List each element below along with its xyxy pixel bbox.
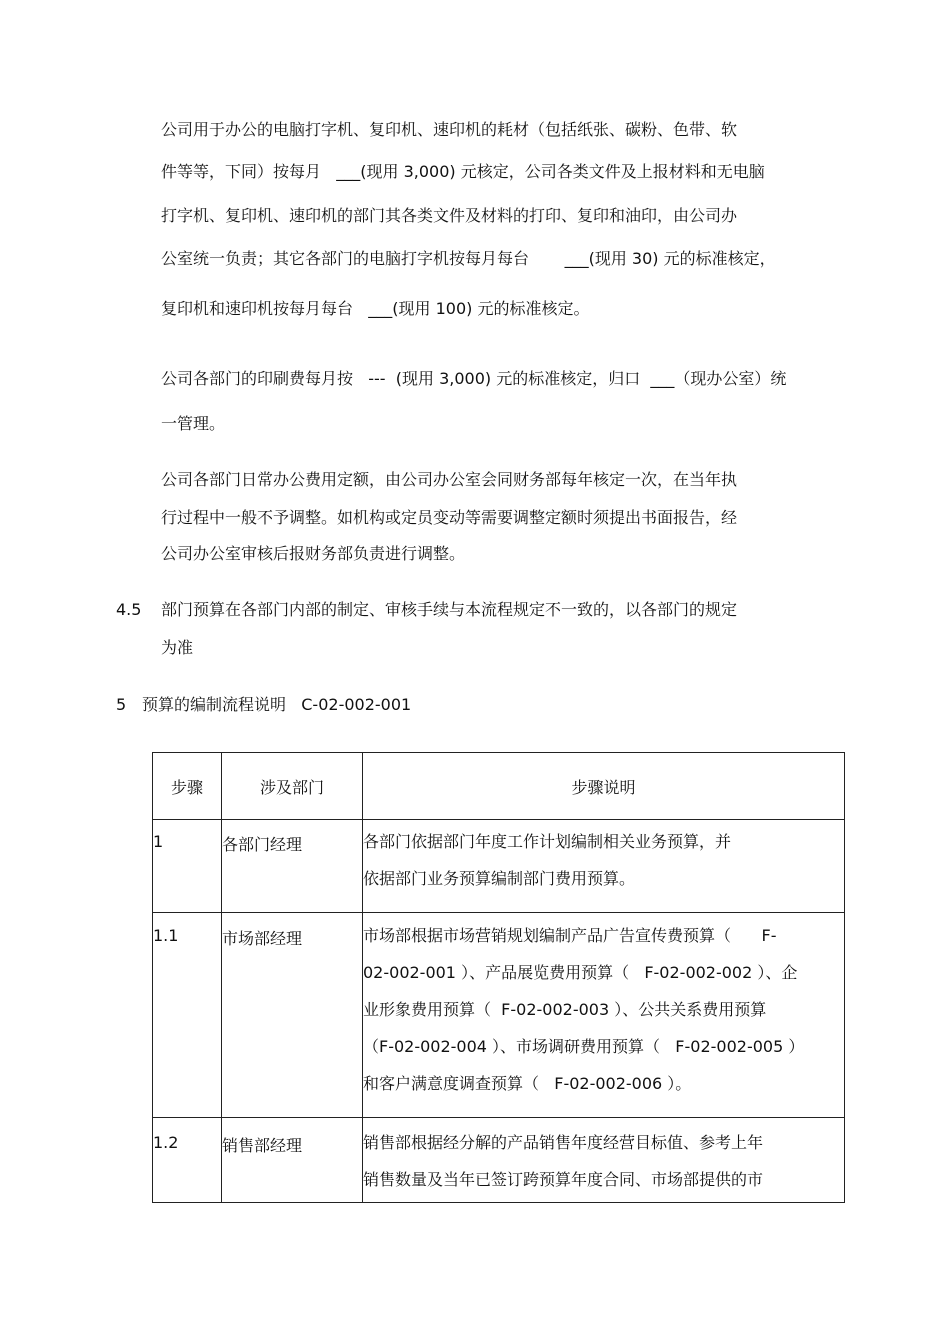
- step-number: 1: [153, 832, 164, 851]
- step-number: 1.1: [153, 926, 179, 945]
- text-line: 行过程中一般不予调整。如机构或定员变动等需要调整定额时须提出书面报告，经: [161, 508, 738, 527]
- text-line: 部门预算在各部门内部的制定、审核手续与本流程规定不一致的，以各部门的规定: [161, 600, 738, 619]
- description-line: 02-002-001 ）、产品展览费用预算（ F-02-002-002 ）、企: [363, 963, 798, 982]
- description-cell: [363, 1118, 845, 1203]
- description-line: 各部门依据部门年度工作计划编制相关业务预算，并: [363, 832, 732, 851]
- text-line: 公司用于办公的电脑打字机、复印机、速印机的耗材（包括纸张、碳粉、色带、软: [161, 120, 738, 139]
- description-line: 市场部根据市场营销规划编制产品广告宣传费预算（ F-: [363, 926, 777, 945]
- table-row: [153, 913, 845, 1118]
- text-line: 一管理。: [161, 414, 226, 433]
- header-description: 步骤说明: [363, 753, 845, 820]
- description-line: 依据部门业务预算编制部门费用预算。: [363, 869, 636, 888]
- table-row: [153, 1118, 845, 1203]
- step-number: 1.2: [153, 1133, 179, 1152]
- text-line: 件等等，下同）按每月 ___(现用 3,000) 元核定，公司各类文件及上报材料和无电脑: [161, 162, 765, 181]
- department-name: 销售部经理: [222, 1136, 303, 1155]
- table-row: [153, 820, 845, 913]
- table-header-row: [153, 753, 845, 820]
- clause-number: 4.5: [116, 600, 142, 619]
- department-cell: [222, 820, 363, 913]
- department-name: 各部门经理: [222, 835, 303, 854]
- department-cell: [222, 1118, 363, 1203]
- step-cell: [153, 820, 222, 913]
- description-line: （F-02-002-004 ）、市场调研费用预算（ F-02-002-005 ）: [363, 1037, 805, 1056]
- description-line: 业形象费用预算（ F-02-002-003 ）、公共关系费用预算: [363, 1000, 767, 1019]
- description-line: 销售部根据经分解的产品销售年度经营目标值、参考上年: [363, 1133, 764, 1152]
- section-number: 5: [116, 695, 127, 714]
- header-step: 步骤: [153, 753, 222, 820]
- description-line: 销售数量及当年已签订跨预算年度合同、市场部提供的市: [363, 1170, 764, 1189]
- department-cell: [222, 913, 363, 1118]
- step-cell: [153, 1118, 222, 1203]
- step-cell: [153, 913, 222, 1118]
- text-line: 公司办公室审核后报财务部负责进行调整。: [161, 544, 466, 563]
- budget-process-table: [152, 752, 845, 1203]
- description-cell: [363, 913, 845, 1118]
- header-department: 涉及部门: [222, 753, 363, 820]
- text-line: 公司各部门的印刷费每月按 --- (现用 3,000) 元的标准核定，归口 ___（现办公室）统: [161, 369, 787, 388]
- section-title: 预算的编制流程说明 C-02-002-001: [142, 695, 412, 714]
- text-line: 公室统一负责；其它各部门的电脑打字机按每月每台 ___(现用 30) 元的标准核定，: [161, 249, 776, 268]
- text-line: 公司各部门日常办公费用定额，由公司办公室会同财务部每年核定一次，在当年执: [161, 470, 738, 489]
- text-line: 打字机、复印机、速印机的部门其各类文件及材料的打印、复印和油印，由公司办: [161, 206, 738, 225]
- text-line: 复印机和速印机按每月每台 ___(现用 100) 元的标准核定。: [161, 299, 590, 318]
- department-name: 市场部经理: [222, 929, 303, 948]
- description-line: 和客户满意度调查预算（ F-02-002-006 ）。: [363, 1074, 692, 1093]
- text-line: 为准: [161, 638, 194, 657]
- description-cell: [363, 820, 845, 913]
